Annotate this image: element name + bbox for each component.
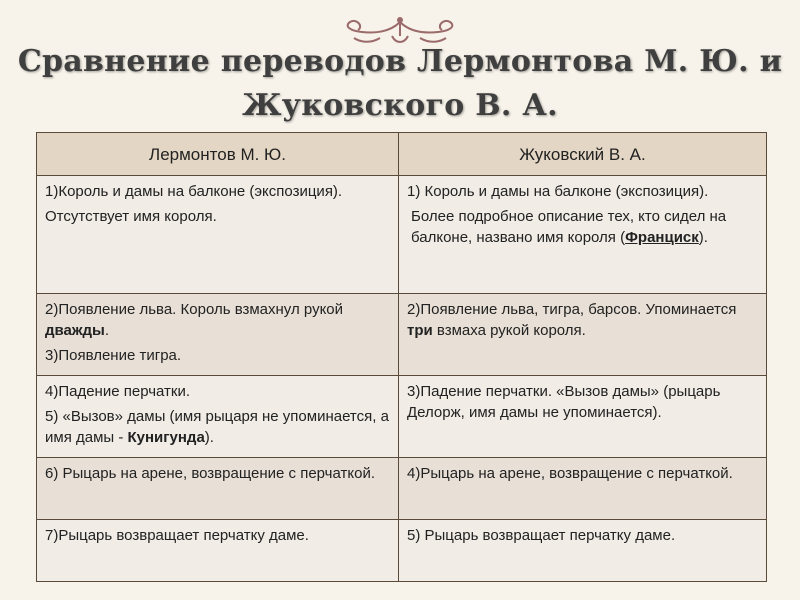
cell-lermontov — [37, 520, 399, 582]
cell-lermontov — [37, 294, 399, 376]
table-row — [37, 176, 767, 294]
cell-text: 5) Рыцарь возвращает перчатку даме. — [407, 527, 676, 544]
cell-text — [407, 299, 758, 341]
table-header-row — [37, 133, 767, 176]
cell-lermontov — [37, 176, 399, 294]
cell-text: 7)Рыцарь возвращает перчатку даме. — [45, 527, 309, 544]
cell-text — [45, 299, 390, 341]
cell-zhukovsky — [399, 176, 767, 294]
emphasis-word: дважды — [45, 322, 105, 339]
text-segment: 5) «Вызов» дамы (имя рыцаря не упоминается, а имя дамы - — [45, 408, 389, 446]
cell-text: 1) Король и дамы на балконе (экспозиция). — [407, 183, 709, 200]
table-row — [37, 520, 767, 582]
table-row — [37, 294, 767, 376]
header-lermontov: Лермонтов М. Ю. — [37, 133, 399, 176]
cell-lermontov — [37, 376, 399, 458]
lady-name: Кунигунда — [127, 429, 205, 446]
text-segment: 2)Появление льва, тигра, барсов. Упоминается — [407, 301, 737, 318]
cell-text: 3)Падение перчатки. «Вызов дамы» (рыцарь Делорж, имя дамы не упоминается). — [407, 383, 721, 421]
cell-zhukovsky — [399, 294, 767, 376]
text-segment: Более подробное описание тех, кто сидел на балконе, названо имя короля ( — [411, 208, 727, 246]
text-segment: ). — [698, 229, 708, 246]
cell-zhukovsky — [399, 520, 767, 582]
cell-text — [407, 206, 758, 248]
text-segment: взмаха рукой короля. — [432, 322, 586, 339]
title-line-1: Сравнение переводов Лермонтова М. Ю. и — [17, 44, 783, 79]
king-name: Франциск — [625, 229, 699, 246]
text-segment: . — [104, 322, 110, 339]
table-row — [37, 458, 767, 520]
cell-lermontov — [37, 458, 399, 520]
cell-text: 4)Падение перчатки. — [45, 383, 191, 400]
cell-text: 4)Рыцарь на арене, возвращение с перчаткой. — [407, 465, 733, 482]
comparison-table — [36, 132, 767, 582]
table-row — [37, 376, 767, 458]
cell-zhukovsky — [399, 376, 767, 458]
emphasis-word: три — [407, 322, 433, 339]
page-title — [0, 40, 800, 128]
cell-text: 6) Рыцарь на арене, возвращение с перчаткой. — [45, 465, 375, 482]
text-segment: ). — [204, 429, 214, 446]
cell-text: 1)Король и дамы на балконе (экспозиция). — [45, 183, 343, 200]
cell-zhukovsky — [399, 458, 767, 520]
cell-text — [45, 406, 390, 448]
header-zhukovsky: Жуковский В. А. — [399, 133, 767, 176]
cell-text: Отсутствует имя короля. — [45, 208, 217, 225]
text-segment: 2)Появление льва. Король взмахнул рукой — [45, 301, 344, 318]
cell-text: 3)Появление тигра. — [45, 347, 182, 364]
title-line-2: Жуковского В. А. — [242, 88, 558, 123]
